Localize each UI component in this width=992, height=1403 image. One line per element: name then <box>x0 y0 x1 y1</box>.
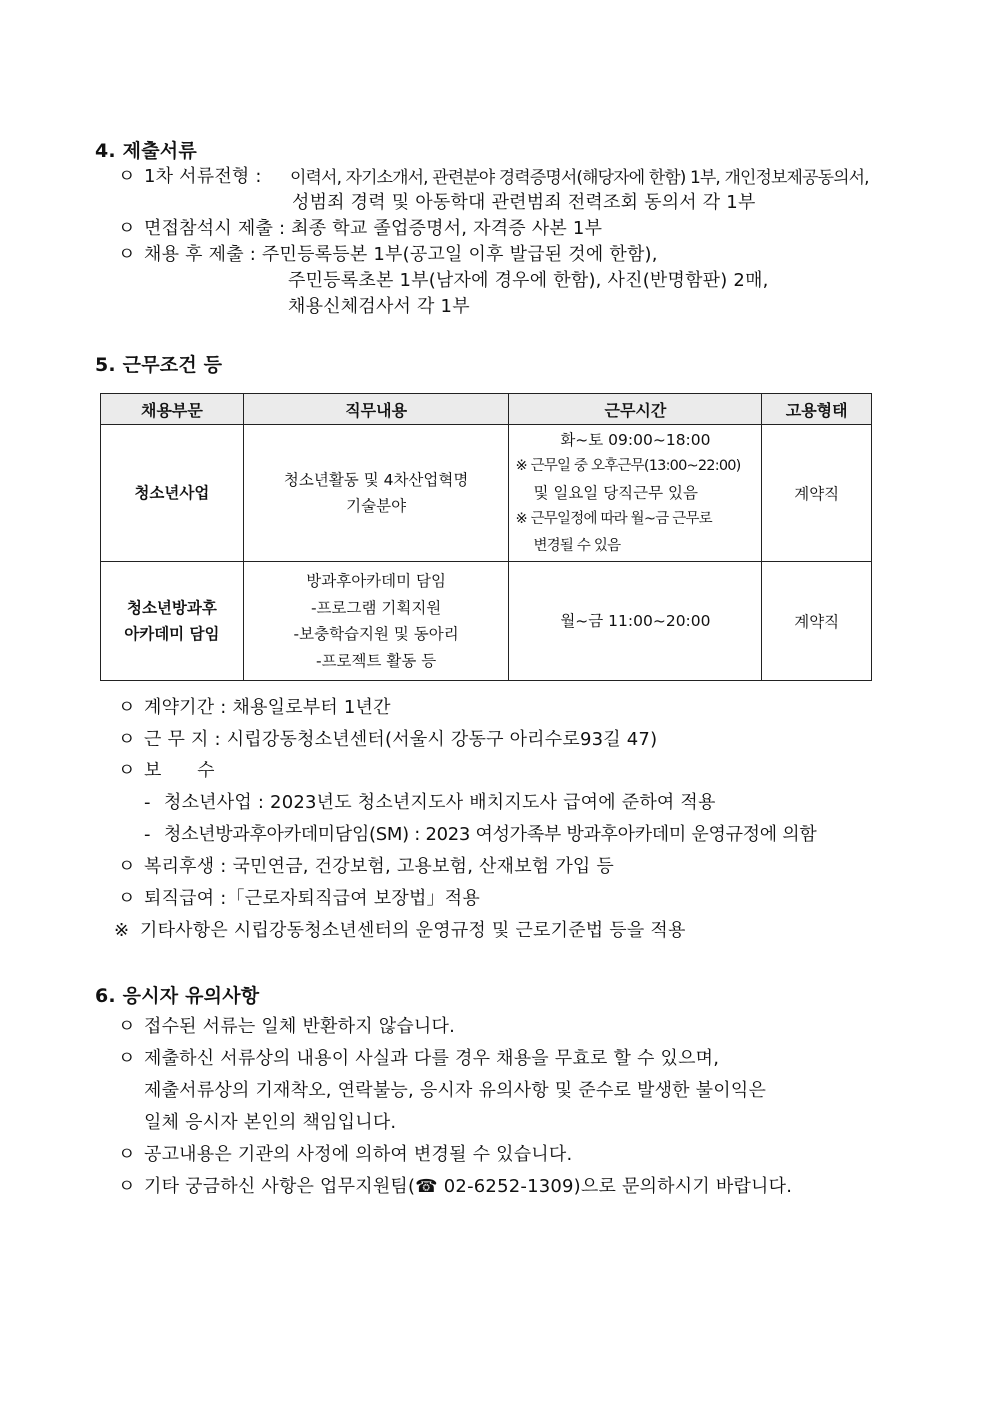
doc-item-after-hire <box>118 242 658 268</box>
condition-item <box>118 727 657 753</box>
duty-line: -보충학습지원 및 동아리 <box>293 625 459 643</box>
item-text: 제출하신 서류상의 내용이 사실과 다를 경우 채용을 무효로 할 수 있으며, <box>144 1048 720 1069</box>
condition-subitem <box>144 822 816 848</box>
bullet-marker: ㅇ <box>118 888 136 909</box>
item-text: 기타 궁금하신 사항은 업무지원팀(☎ 02-6252-1309)으로 문의하시기 바랍니다. <box>144 1176 793 1197</box>
dept-cell <box>101 562 244 681</box>
duties-cell <box>243 562 509 681</box>
table-header-row <box>101 394 872 425</box>
item-text: 퇴직급여 :「근로자퇴직급여 보장법」적용 <box>144 888 480 909</box>
notice-item <box>118 1014 455 1040</box>
notice-item <box>118 1174 792 1200</box>
dept-cell <box>101 425 244 562</box>
bullet-marker: ㅇ <box>118 244 136 265</box>
bullet-marker: ㅇ <box>118 166 136 187</box>
notice-item <box>118 1142 572 1168</box>
section-5-heading: 5. 근무조건 등 <box>95 354 223 376</box>
item-text: 기타사항은 시립강동청소년센터의 운영규정 및 근로기준법 등을 적용 <box>140 920 686 941</box>
dept-line: 아카데미 담임 <box>124 625 220 643</box>
doc-item-first-screening <box>118 164 262 190</box>
bullet-marker: ㅇ <box>118 1144 136 1165</box>
note-marker: ※ <box>114 920 130 941</box>
hours-line: 월~금 11:00~20:00 <box>560 611 711 630</box>
item-text: 공고내용은 기관의 사정에 의하여 변경될 수 있습니다. <box>144 1144 573 1165</box>
condition-item <box>118 886 480 912</box>
hours-line: ※ 근무일 중 오후근무(13:00~22:00) <box>515 458 741 475</box>
item-text: 청소년방과후아카데미담임(SM) : 2023 여성가족부 방과후아카데미 운영규정에 의함 <box>164 824 817 845</box>
item-continuation: 채용신체검사서 각 1부 <box>288 296 470 317</box>
column-header: 고용형태 <box>762 394 872 425</box>
condition-subitem <box>144 790 716 816</box>
notice-item <box>118 1046 719 1072</box>
bullet-marker: ㅇ <box>118 218 136 239</box>
hours-line: 화~토 09:00~18:00 <box>560 430 711 449</box>
item-text: 주민등록등본 1부(공고일 이후 발급된 것에 한함), <box>261 244 658 265</box>
doc-item-interview <box>118 216 602 242</box>
condition-note <box>114 918 686 944</box>
work-conditions-table <box>100 393 872 681</box>
item-text: 보 수 <box>144 760 215 781</box>
bullet-marker: ㅇ <box>118 760 136 781</box>
duty-line: -프로젝트 활동 등 <box>315 651 437 670</box>
dash-marker: - <box>144 792 151 813</box>
bullet-marker: ㅇ <box>118 856 136 877</box>
item-text: 복리후생 : 국민연금, 건강보험, 고용보험, 산재보험 가입 등 <box>144 856 615 877</box>
duty-line: 방과후아카데미 담임 <box>306 572 446 590</box>
hours-line: ※ 근무일정에 따라 월~금 근무로 <box>515 511 712 528</box>
column-header: 근무시간 <box>509 394 762 425</box>
item-text: 청소년사업 : 2023년도 청소년지도사 배치지도사 급여에 준하여 적용 <box>164 792 716 813</box>
item-label: 면접참석시 제출 : <box>144 218 286 239</box>
hours-cell <box>509 425 762 562</box>
item-text: 근 무 지 : 시립강동청소년센터(서울시 강동구 아리수로93길 47) <box>144 729 658 750</box>
employment-type-cell: 계약직 <box>762 562 872 681</box>
duty-line: 청소년활동 및 4차산업혁명 <box>283 470 469 489</box>
item-label: 채용 후 제출 : <box>144 244 256 265</box>
item-text: 접수된 서류는 일체 반환하지 않습니다. <box>144 1016 456 1037</box>
item-continuation: 성범죄 경력 및 아동학대 관련범죄 전력조회 동의서 각 1부 <box>292 192 756 213</box>
dept-line: 청소년사업 <box>134 483 210 502</box>
hours-cell <box>509 562 762 681</box>
condition-item <box>118 854 614 880</box>
table-row <box>101 562 872 681</box>
column-header: 직무내용 <box>243 394 509 425</box>
bullet-marker: ㅇ <box>118 1016 136 1037</box>
section-4-heading: 4. 제출서류 <box>95 140 197 162</box>
bullet-marker: ㅇ <box>118 1048 136 1069</box>
item-text: 이력서, 자기소개서, 관련분야 경력증명서(해당자에 한함) 1부, 개인정보제공동의서, <box>290 168 869 188</box>
item-text: 계약기간 : 채용일로부터 1년간 <box>144 697 391 718</box>
notice-continuation: 일체 응시자 본인의 책임입니다. <box>144 1112 397 1133</box>
dash-marker: - <box>144 824 151 845</box>
notice-continuation: 제출서류상의 기재착오, 연락불능, 응시자 유의사항 및 준수로 발생한 불이익은 <box>144 1080 767 1101</box>
item-continuation: 주민등록초본 1부(남자에 경우에 한함), 사진(반명함판) 2매, <box>288 270 769 291</box>
bullet-marker: ㅇ <box>118 1176 136 1197</box>
hours-line: 변경될 수 있음 <box>533 537 621 554</box>
employment-type-cell: 계약직 <box>762 425 872 562</box>
bullet-marker: ㅇ <box>118 729 136 750</box>
duty-line: -프로그램 기획지원 <box>310 598 442 617</box>
duties-cell <box>243 425 509 562</box>
duty-line: 기술분야 <box>346 497 407 515</box>
condition-item <box>118 695 391 721</box>
item-text: 최종 학교 졸업증명서, 자격증 사본 1부 <box>291 218 603 239</box>
item-label: 1차 서류전형 : <box>144 166 262 187</box>
table-row <box>101 425 872 562</box>
condition-item <box>118 758 215 784</box>
dept-line: 청소년방과후 <box>126 598 217 617</box>
section-6-heading: 6. 응시자 유의사항 <box>95 985 260 1007</box>
column-header: 채용부문 <box>101 394 244 425</box>
bullet-marker: ㅇ <box>118 697 136 718</box>
hours-line: 및 일요일 당직근무 있음 <box>533 483 698 502</box>
